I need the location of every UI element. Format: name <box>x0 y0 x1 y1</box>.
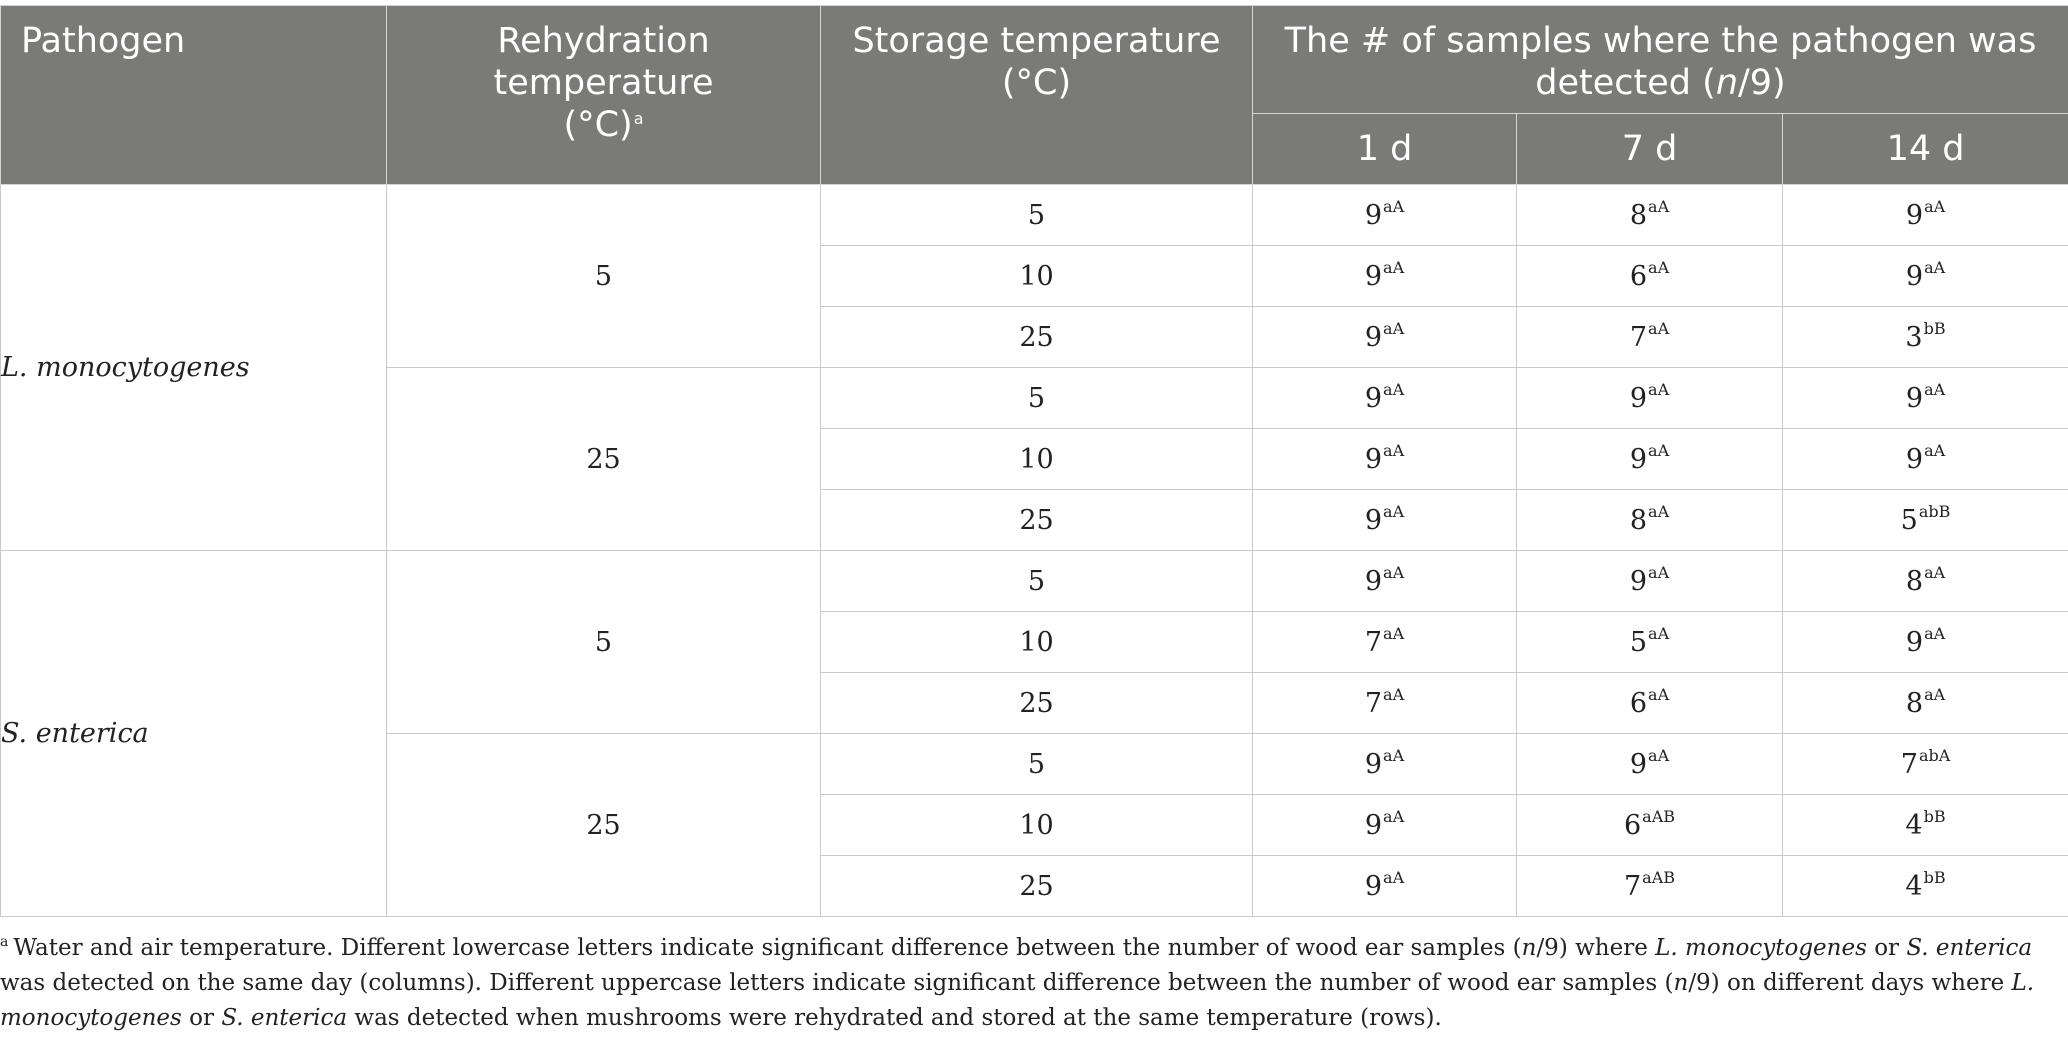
footnote-segment: or <box>181 1005 222 1031</box>
count-cell <box>1517 673 1783 734</box>
count-cell <box>1783 246 2068 307</box>
count-value: 6 <box>1629 687 1648 719</box>
table-header <box>1 6 2068 185</box>
footnote-marker: a <box>0 934 9 950</box>
count-cell <box>1783 612 2068 673</box>
count-value: 4 <box>1905 870 1923 902</box>
count-value: 8 <box>1905 687 1924 719</box>
footnote-segment: or <box>1866 935 1907 961</box>
storage-cell: 25 <box>821 673 1253 734</box>
significance-letters: aA <box>1648 379 1670 399</box>
count-value: 7 <box>1623 870 1642 902</box>
significance-letters: aA <box>1383 318 1405 338</box>
count-value: 7 <box>1629 321 1648 353</box>
pathogen-cell: L. monocytogenes <box>1 185 387 551</box>
significance-letters: aA <box>1383 562 1405 582</box>
count-cell <box>1517 368 1783 429</box>
count-value: 9 <box>1364 809 1383 841</box>
significance-letters: aA <box>1383 501 1405 521</box>
footnote-italic-segment: S. enterica <box>1906 935 2033 961</box>
header-pathogen-label: Pathogen <box>21 21 186 61</box>
table-body <box>1 185 2068 917</box>
count-value: 9 <box>1364 748 1383 780</box>
table-row <box>1 551 2068 612</box>
count-value: 4 <box>1905 809 1923 841</box>
count-cell <box>1253 490 1517 551</box>
footnote-italic-segment: S. enterica <box>221 1005 348 1031</box>
significance-letters: aA <box>1383 623 1405 643</box>
count-value: 9 <box>1364 565 1383 597</box>
footnote-text <box>0 935 2034 1031</box>
count-cell <box>1517 307 1783 368</box>
table-row <box>1 185 2068 246</box>
count-cell <box>1517 612 1783 673</box>
header-storage <box>821 6 1253 185</box>
count-cell <box>1517 246 1783 307</box>
count-value: 7 <box>1364 626 1383 658</box>
significance-letters: aA <box>1648 318 1670 338</box>
significance-letters: aAB <box>1642 867 1676 887</box>
count-value: 9 <box>1364 321 1383 353</box>
count-value: 8 <box>1629 504 1648 536</box>
count-cell <box>1253 551 1517 612</box>
count-value: 9 <box>1905 199 1924 231</box>
significance-letters: aA <box>1924 562 1946 582</box>
significance-letters: aA <box>1383 379 1405 399</box>
count-value: 6 <box>1623 809 1642 841</box>
count-cell <box>1783 856 2068 917</box>
table-footnote <box>0 931 2066 1036</box>
significance-letters: aA <box>1648 745 1670 765</box>
significance-letters: aA <box>1924 257 1946 277</box>
header-rehydration-label: Rehydration temperature (°C) <box>493 21 714 145</box>
significance-letters: aA <box>1383 745 1405 765</box>
count-cell <box>1253 429 1517 490</box>
footnote-italic-segment: n <box>1673 970 1689 996</box>
footnote-italic-segment: n <box>1521 935 1537 961</box>
count-value: 8 <box>1629 199 1648 231</box>
significance-letters: aA <box>1924 440 1946 460</box>
count-value: 5 <box>1900 504 1918 536</box>
count-cell <box>1253 673 1517 734</box>
count-value: 9 <box>1364 443 1383 475</box>
significance-letters: aA <box>1924 379 1946 399</box>
count-cell <box>1253 368 1517 429</box>
storage-cell: 25 <box>821 307 1253 368</box>
count-cell <box>1517 551 1783 612</box>
footnote-segment: was detected when mushrooms were rehydrated and stored at the same temperature (rows). <box>347 1005 1442 1031</box>
count-value: 9 <box>1364 382 1383 414</box>
count-cell <box>1253 734 1517 795</box>
significance-letters: aA <box>1648 684 1670 704</box>
count-cell <box>1517 429 1783 490</box>
count-cell <box>1253 246 1517 307</box>
count-value: 9 <box>1364 260 1383 292</box>
footnote-segment: /9) where <box>1536 935 1656 961</box>
storage-cell: 10 <box>821 429 1253 490</box>
significance-letters: aAB <box>1642 806 1676 826</box>
significance-letters: abA <box>1918 745 1951 765</box>
header-detected <box>1253 6 2068 114</box>
significance-letters: aA <box>1648 440 1670 460</box>
storage-cell: 25 <box>821 490 1253 551</box>
header-rehydration-wrap <box>387 6 820 146</box>
significance-letters: aA <box>1648 562 1670 582</box>
count-cell <box>1253 795 1517 856</box>
count-cell <box>1783 734 2068 795</box>
count-value: 9 <box>1364 504 1383 536</box>
count-value: 3 <box>1905 321 1923 353</box>
footnote-italic-segment: L. monocytogenes <box>1655 935 1867 961</box>
count-value: 9 <box>1364 870 1383 902</box>
count-cell <box>1783 551 2068 612</box>
significance-letters: abB <box>1918 501 1951 521</box>
results-table <box>0 5 2068 917</box>
significance-letters: aA <box>1383 257 1405 277</box>
count-cell <box>1783 307 2068 368</box>
count-cell <box>1253 612 1517 673</box>
count-cell <box>1253 856 1517 917</box>
header-detected-n: n <box>1715 63 1738 103</box>
rehydration-cell: 5 <box>387 551 821 734</box>
header-pathogen <box>1 6 387 185</box>
count-value: 9 <box>1629 565 1648 597</box>
count-value: 9 <box>1629 748 1648 780</box>
significance-letters: aA <box>1924 684 1946 704</box>
count-cell <box>1783 490 2068 551</box>
count-value: 9 <box>1905 626 1924 658</box>
count-cell <box>1253 185 1517 246</box>
footnote-segment: /9) on different days where <box>1688 970 2012 996</box>
count-value: 9 <box>1905 443 1924 475</box>
footnote-italic-segment: L. monocytogenes <box>0 970 2035 1031</box>
count-cell <box>1783 795 2068 856</box>
significance-letters: bB <box>1923 806 1946 826</box>
count-value: 9 <box>1905 382 1924 414</box>
significance-letters: aA <box>1924 196 1946 216</box>
storage-cell: 5 <box>821 368 1253 429</box>
storage-cell: 10 <box>821 612 1253 673</box>
storage-cell: 5 <box>821 185 1253 246</box>
count-value: 9 <box>1629 382 1648 414</box>
header-detected-label: The # of samples where the pathogen was detected ( <box>1284 21 2037 103</box>
storage-cell: 5 <box>821 551 1253 612</box>
significance-letters: aA <box>1383 196 1405 216</box>
count-cell <box>1517 185 1783 246</box>
count-value: 9 <box>1364 199 1383 231</box>
header-detected-wrap <box>1253 6 2068 104</box>
significance-letters: aA <box>1383 440 1405 460</box>
significance-letters: aA <box>1648 196 1670 216</box>
header-rehydration-footnote-marker: a <box>633 109 644 128</box>
significance-letters: aA <box>1648 501 1670 521</box>
count-cell <box>1783 185 2068 246</box>
footnote-segment: Water and air temperature. Different lowercase letters indicate significant difference between the number of wood ear samples ( <box>13 935 1522 961</box>
significance-letters: aA <box>1648 257 1670 277</box>
significance-letters: aA <box>1383 684 1405 704</box>
header-detected-tail: /9) <box>1738 63 1786 103</box>
storage-cell: 25 <box>821 856 1253 917</box>
count-value: 7 <box>1900 748 1918 780</box>
rehydration-cell: 5 <box>387 185 821 368</box>
count-value: 6 <box>1629 260 1648 292</box>
significance-letters: aA <box>1383 867 1405 887</box>
count-cell <box>1783 429 2068 490</box>
pathogen-cell: S. enterica <box>1 551 387 917</box>
count-cell <box>1783 673 2068 734</box>
rehydration-cell: 25 <box>387 368 821 551</box>
count-value: 5 <box>1629 626 1648 658</box>
significance-letters: aA <box>1648 623 1670 643</box>
count-cell <box>1517 490 1783 551</box>
significance-letters: aA <box>1383 806 1405 826</box>
header-day-14: 14 d <box>1783 114 2068 185</box>
count-cell <box>1517 856 1783 917</box>
count-cell <box>1517 734 1783 795</box>
header-storage-label: Storage temperature (°C) <box>852 21 1221 103</box>
count-cell <box>1517 795 1783 856</box>
count-cell <box>1253 307 1517 368</box>
header-rehydration <box>387 6 821 185</box>
storage-cell: 10 <box>821 795 1253 856</box>
significance-letters: aA <box>1924 623 1946 643</box>
count-value: 7 <box>1364 687 1383 719</box>
count-cell <box>1783 368 2068 429</box>
storage-cell: 10 <box>821 246 1253 307</box>
header-day-7: 7 d <box>1517 114 1783 185</box>
significance-letters: bB <box>1923 318 1946 338</box>
rehydration-cell: 25 <box>387 734 821 917</box>
storage-cell: 5 <box>821 734 1253 795</box>
significance-letters: bB <box>1923 867 1946 887</box>
count-value: 9 <box>1905 260 1924 292</box>
footnote-segment: was detected on the same day (columns). Different uppercase letters indicate significant difference between the number of wood ear samples ( <box>0 970 1674 996</box>
count-value: 9 <box>1629 443 1648 475</box>
count-value: 8 <box>1905 565 1924 597</box>
header-day-1: 1 d <box>1253 114 1517 185</box>
